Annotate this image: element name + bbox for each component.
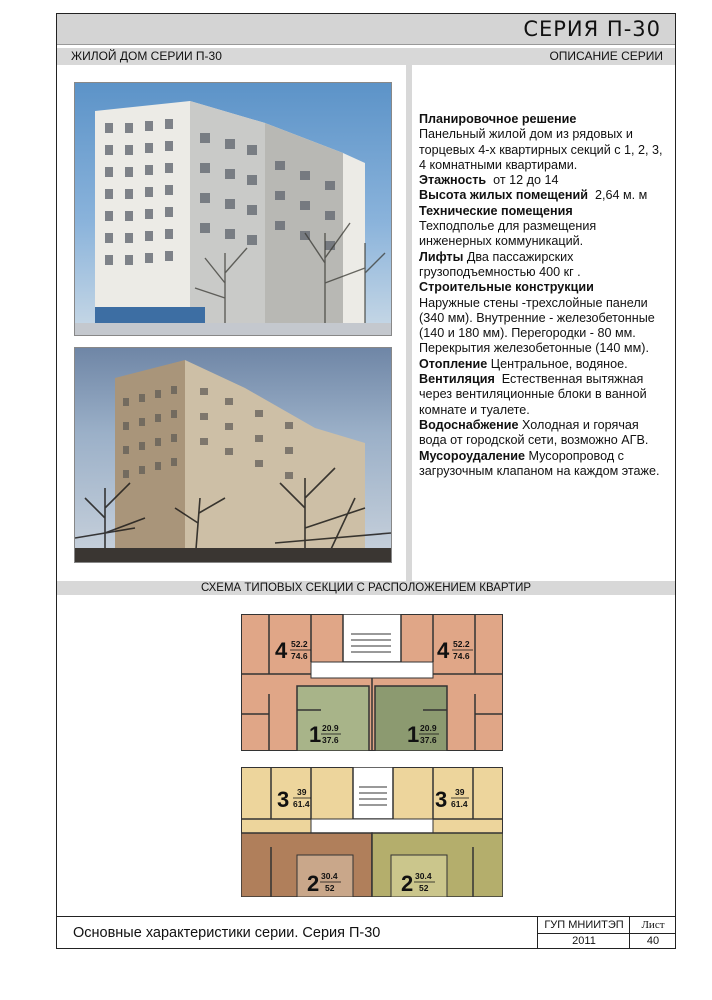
svg-text:4: 4 — [437, 638, 450, 663]
svg-text:30.4: 30.4 — [415, 871, 432, 881]
description-item: Высота жилых помещений 2,64 м. м — [419, 188, 648, 203]
series-description — [419, 112, 667, 479]
document-year: 2011 — [537, 933, 630, 949]
svg-text:2: 2 — [307, 871, 320, 896]
description-item: Планировочное решение Панельный жилой дом из рядовых и торцевых 4-х квартирных секций с 1, 2, 3, 4 комнатными квартирами. — [419, 112, 663, 172]
description-item: Технические помещения Техподполье для размещения инженерных коммуникаций. — [419, 203, 597, 249]
svg-text:2: 2 — [401, 871, 414, 896]
organization-name: ГУП МНИИТЭП — [537, 917, 630, 934]
svg-text:4: 4 — [275, 638, 288, 663]
apartment-label-1-right — [407, 722, 439, 747]
svg-text:3: 3 — [277, 787, 290, 812]
svg-text:39: 39 — [455, 787, 465, 797]
svg-text:52: 52 — [325, 883, 335, 893]
description-item: Вентиляция Естественная вытяжная через вентиляционные блоки в ванной комнате и туалете. — [419, 372, 647, 417]
description-item: Лифты Два пассажирских грузоподъемностью 400 кг . — [419, 249, 581, 279]
svg-text:20.9: 20.9 — [420, 723, 437, 733]
svg-text:61.4: 61.4 — [451, 799, 468, 809]
building-photo-front — [74, 82, 392, 336]
description-item: Строительные конструкции Наружные стены -трехслойные панели (340 мм). Внутренние - железобетонные (140 и 180 мм). Перегородки - 80 мм. Перекрытия железобетонные (140 мм). — [419, 280, 655, 356]
svg-text:1: 1 — [309, 722, 322, 747]
document-sheet — [56, 13, 676, 949]
sheet-number: 40 — [629, 933, 676, 949]
floor-plan-top — [241, 614, 503, 756]
title-block — [57, 916, 675, 949]
svg-text:3: 3 — [435, 787, 448, 812]
apartment-label-1-left — [309, 722, 341, 747]
description-item: Отопление Центральное, водяное. — [419, 356, 628, 371]
description-item: Этажность от 12 до 14 — [419, 173, 559, 188]
svg-text:37.6: 37.6 — [420, 735, 437, 745]
series-description-caption: ОПИСАНИЕ СЕРИИ — [412, 48, 675, 65]
apartment-label-4-left — [275, 638, 311, 663]
building-photo-caption: ЖИЛОЙ ДОМ СЕРИИ П-30 — [57, 48, 406, 65]
svg-text:30.4: 30.4 — [321, 871, 338, 881]
page-title: СЕРИЯ П-30 — [523, 17, 661, 41]
title-bar — [57, 14, 675, 45]
description-item: Водоснабжение Холодная и горячая вода от городской сети, возможно АГВ. — [419, 417, 649, 448]
column-divider — [406, 48, 412, 581]
footer-title: Основные характеристики серии. Серия П-30 — [73, 925, 381, 941]
svg-text:74.6: 74.6 — [453, 651, 470, 661]
svg-text:74.6: 74.6 — [291, 651, 308, 661]
description-item: Мусороудаление Мусоропровод с загрузочным клапаном на каждом этаже. — [419, 448, 660, 478]
svg-text:52.2: 52.2 — [453, 639, 470, 649]
svg-text:52: 52 — [419, 883, 429, 893]
apartment-label-4-right — [437, 638, 473, 663]
building-photo-angle — [74, 347, 392, 563]
svg-text:37.6: 37.6 — [322, 735, 339, 745]
svg-text:61.4: 61.4 — [293, 799, 310, 809]
sheet-label: Лист — [629, 917, 676, 934]
svg-text:52.2: 52.2 — [291, 639, 308, 649]
schema-caption: СХЕМА ТИПОВЫХ СЕКЦИИ С РАСПОЛОЖЕНИЕМ КВАРТИР — [57, 581, 675, 595]
floor-plan-bottom — [241, 767, 503, 902]
svg-text:20.9: 20.9 — [322, 723, 339, 733]
svg-text:1: 1 — [407, 722, 420, 747]
svg-text:39: 39 — [297, 787, 307, 797]
